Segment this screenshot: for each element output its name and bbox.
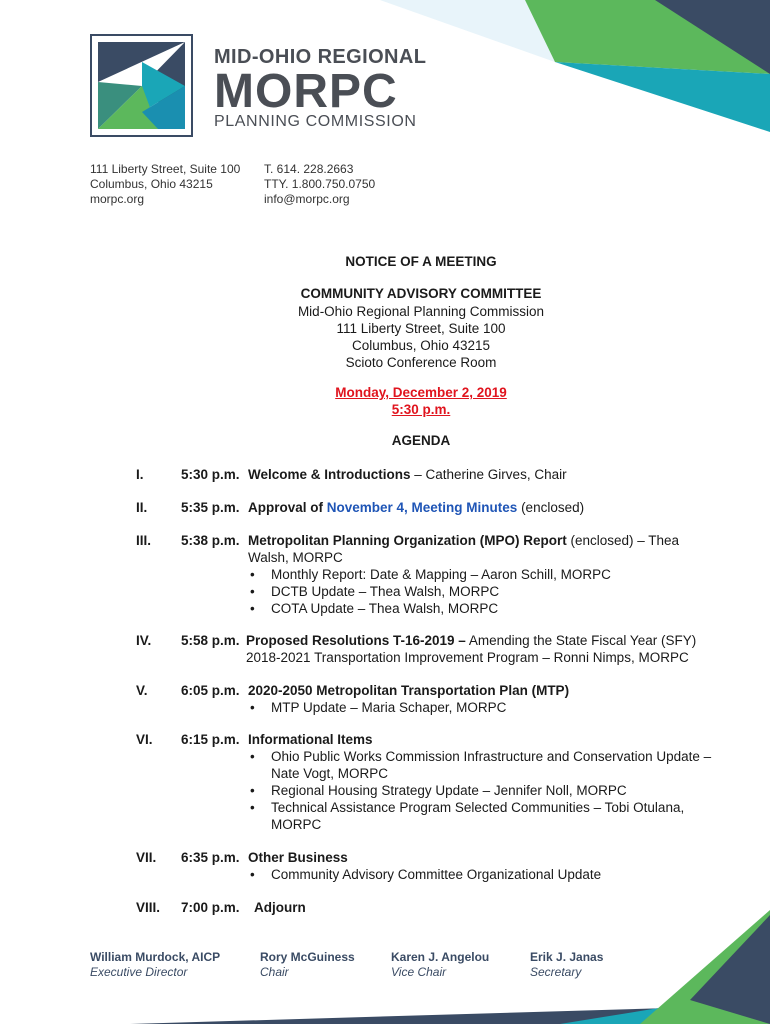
item-detail: (enclosed) bbox=[517, 500, 585, 515]
item-number: I. bbox=[136, 467, 144, 482]
bullet-item: • Regional Housing Strategy Update – Jennifer Noll, MORPC bbox=[248, 782, 728, 799]
item-bullets bbox=[248, 566, 696, 617]
bullet-item: • Monthly Report: Date & Mapping – Aaron Schill, MORPC bbox=[248, 566, 696, 583]
item-bullets bbox=[248, 748, 728, 833]
item-bullets bbox=[248, 699, 728, 716]
location-line: Scioto Conference Room bbox=[345, 355, 497, 370]
item-title: Informational Items bbox=[248, 732, 373, 747]
item-title: Approval of bbox=[248, 500, 327, 515]
morpc-logo bbox=[90, 34, 193, 137]
item-time: 5:38 p.m. bbox=[181, 533, 240, 548]
item-title: Other Business bbox=[248, 850, 348, 865]
committee-name: COMMUNITY ADVISORY COMMITTEE bbox=[300, 286, 542, 301]
item-detail: (enclosed) – Thea Walsh, MORPC bbox=[248, 533, 680, 565]
officer-vice-chair bbox=[391, 950, 489, 980]
item-detail: Amending the State Fiscal Year (SFY) 2018-2021 Transportation Improvement Program – Ronni Nimps, MORPC bbox=[246, 633, 697, 665]
item-bullets bbox=[248, 866, 728, 883]
location-line: 111 Liberty Street, Suite 100 bbox=[336, 321, 506, 336]
brand-line-3: PLANNING COMMISSION bbox=[214, 113, 417, 130]
bullet-item: • Ohio Public Works Commission Infrastructure and Conservation Update – Nate Vogt, MORPC bbox=[248, 748, 728, 782]
item-title: Welcome & Introductions bbox=[248, 467, 411, 482]
agenda-heading: AGENDA bbox=[391, 433, 451, 448]
item-number: VI. bbox=[136, 732, 153, 747]
address-line: Columbus, Ohio 43215 bbox=[90, 177, 213, 191]
officer-secretary bbox=[530, 950, 603, 980]
item-time: 6:35 p.m. bbox=[181, 850, 240, 865]
officer-role: Vice Chair bbox=[391, 965, 447, 979]
brand-name: MORPC bbox=[214, 65, 398, 118]
meeting-date: Monday, December 2, 2019 bbox=[335, 385, 507, 400]
item-time: 6:05 p.m. bbox=[181, 683, 240, 698]
item-number: IV. bbox=[136, 633, 152, 648]
contact-block bbox=[264, 162, 375, 207]
officer-role: Secretary bbox=[530, 965, 582, 979]
officer-name: Rory McGuiness bbox=[260, 950, 355, 964]
item-number: V. bbox=[136, 683, 148, 698]
officer-name: Erik J. Janas bbox=[530, 950, 604, 964]
notice-title: NOTICE OF A MEETING bbox=[345, 254, 497, 269]
bullet-item: • Technical Assistance Program Selected Communities – Tobi Otulana, MORPC bbox=[248, 799, 728, 833]
tty-line: TTY. 1.800.750.0750 bbox=[264, 177, 376, 191]
item-title: Proposed Resolutions T-16-2019 – bbox=[246, 633, 466, 648]
bullet-item: • DCTB Update – Thea Walsh, MORPC bbox=[248, 583, 696, 600]
item-number: III. bbox=[136, 533, 152, 548]
location-line: Columbus, Ohio 43215 bbox=[351, 338, 491, 353]
item-time: 5:58 p.m. bbox=[181, 633, 240, 648]
brand-line-1: MID-OHIO REGIONAL bbox=[214, 46, 427, 68]
email-link[interactable]: info@morpc.org bbox=[264, 192, 350, 206]
officer-executive-director bbox=[90, 950, 220, 980]
address-block bbox=[90, 162, 240, 207]
bullet-item: • Community Advisory Committee Organizational Update bbox=[248, 866, 728, 883]
meeting-time: 5:30 p.m. bbox=[391, 402, 451, 417]
website-link[interactable]: morpc.org bbox=[90, 192, 145, 206]
item-number: VIII. bbox=[136, 900, 161, 915]
officer-role: Chair bbox=[260, 965, 289, 979]
item-time: 5:35 p.m. bbox=[181, 500, 240, 515]
item-detail: – Catherine Girves, Chair bbox=[410, 467, 567, 482]
officer-name: William Murdock, AICP bbox=[90, 950, 221, 964]
logo-mark-icon bbox=[98, 42, 185, 129]
item-number: II. bbox=[136, 500, 148, 515]
bullet-item: • COTA Update – Thea Walsh, MORPC bbox=[248, 600, 696, 617]
item-title: 2020-2050 Metropolitan Transportation Plan (MTP) bbox=[248, 683, 570, 698]
item-title: Metropolitan Planning Organization (MPO) Report bbox=[248, 533, 567, 548]
address-line: 111 Liberty Street, Suite 100 bbox=[90, 162, 241, 176]
minutes-link[interactable]: November 4, Meeting Minutes bbox=[326, 500, 518, 515]
item-time: 5:30 p.m. bbox=[181, 467, 240, 482]
item-title: Adjourn bbox=[254, 900, 306, 915]
meeting-location bbox=[0, 303, 770, 371]
officer-name: Karen J. Angelou bbox=[391, 950, 490, 964]
officer-chair bbox=[260, 950, 355, 980]
phone-line: T. 614. 228.2663 bbox=[264, 162, 354, 176]
item-time: 7:00 p.m. bbox=[181, 900, 240, 915]
bullet-item: • MTP Update – Maria Schaper, MORPC bbox=[248, 699, 728, 716]
location-line: Mid-Ohio Regional Planning Commission bbox=[297, 304, 545, 319]
meeting-datetime bbox=[0, 384, 770, 418]
item-time: 6:15 p.m. bbox=[181, 732, 240, 747]
item-number: VII. bbox=[136, 850, 157, 865]
officer-role: Executive Director bbox=[90, 965, 188, 979]
